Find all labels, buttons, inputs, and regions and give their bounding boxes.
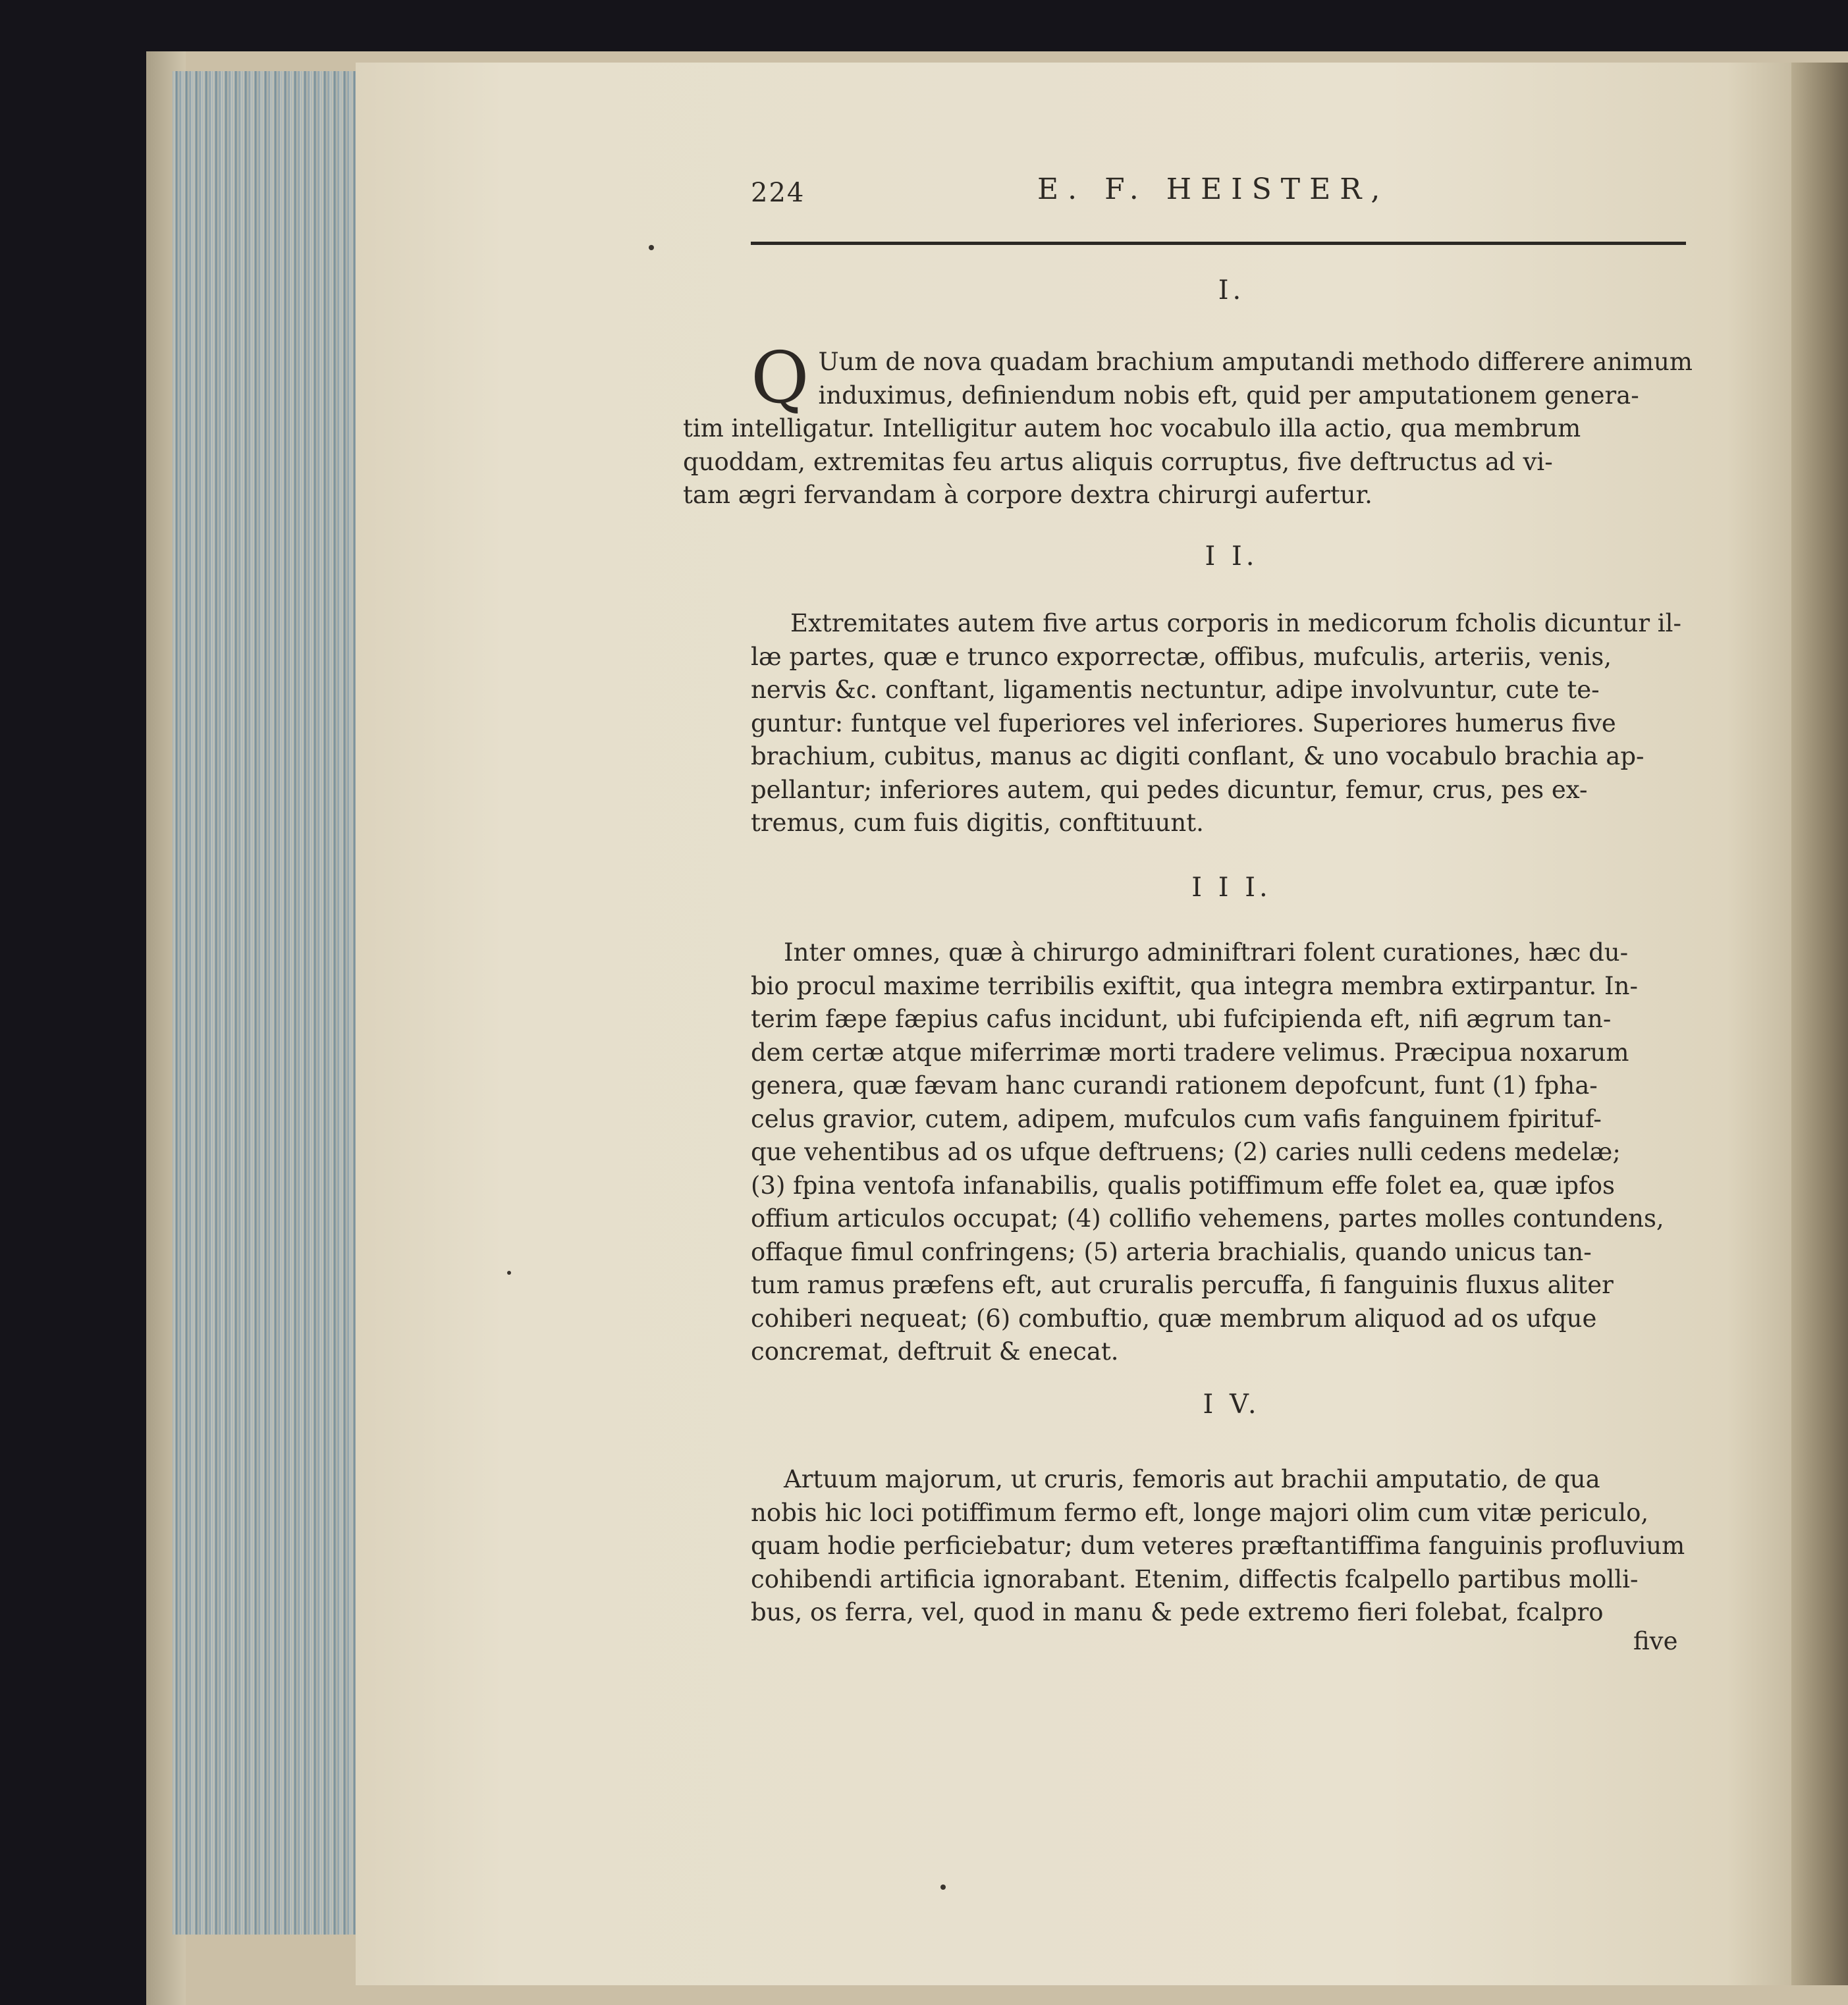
text-line: brachium, cubitus, manus ac digiti conflant, & uno vocabulo brachia ap-: [751, 742, 1644, 770]
text-line: Inter omnes, quæ à chirurgo adminiftrari folent curationes, hæc du-: [784, 938, 1629, 967]
text-line: genera, quæ fævam hanc curandi rationem depofcunt, funt (1) fpha-: [751, 1071, 1598, 1100]
text-line: tam ægri fervandam à corpore dextra chirurgi aufertur.: [683, 481, 1372, 509]
text-line: terim fæpe fæpius cafus incidunt, ubi fufcipienda eft, nifi ægrum tan-: [751, 1005, 1612, 1033]
text-line: bio procul maxime terribilis exiftit, qua integra membra extirpantur. In-: [751, 971, 1638, 1000]
section-4-text: [751, 1463, 1712, 1630]
text-line: Extremitates autem five artus corporis in medicorum fcholis dicuntur il-: [790, 609, 1681, 637]
text-line: dem certæ atque miferrimæ morti tradere velimus. Præcipua noxarum: [751, 1038, 1629, 1067]
text-line: offaque fimul confringens; (5) arteria brachialis, quando unicus tan-: [751, 1237, 1592, 1266]
text-line: Uum de nova quadam brachium amputandi methodo differere animum: [818, 348, 1693, 376]
section-2-text: [751, 607, 1712, 840]
text-line: concremat, deftruit & enecat.: [751, 1337, 1119, 1366]
text-line: (3) fpina ventofa infanabilis, qualis potiffimum effe folet ea, quæ ipfos: [751, 1171, 1616, 1200]
text-line: quoddam, extremitas feu artus aliquis corruptus, five deftructus ad vi-: [683, 447, 1553, 476]
text-line: cohibendi artificia ignorabant. Etenim, diffectis fcalpello partibus molli-: [751, 1564, 1639, 1593]
ink-speck: [940, 1885, 946, 1890]
text-line: Artuum majorum, ut cruris, femoris aut brachii amputatio, de qua: [784, 1465, 1600, 1493]
paragraph: [751, 936, 1712, 1369]
text-line: læ partes, quæ e trunco exporrectæ, offibus, mufculis, arteriis, venis,: [751, 642, 1612, 671]
section-number: I.: [1218, 275, 1245, 306]
running-head: [751, 173, 1541, 219]
ink-speck: [507, 1271, 511, 1275]
header-rule: [751, 242, 1686, 245]
text-line: guntur: funtque vel fuperiores vel inferiores. Superiores humerus five: [751, 708, 1616, 737]
text-line: tum ramus præfens eft, aut cruralis percuffa, fi fanguinis fluxus aliter: [751, 1271, 1614, 1299]
text-line: bus, os ferra, vel, quod in manu & pede extremo fieri folebat, fcalpro: [751, 1598, 1604, 1626]
text-line: quam hodie perficiebatur; dum veteres præftantiffima fanguinis profluvium: [751, 1532, 1685, 1560]
ink-speck: [649, 245, 654, 250]
catchword: five: [1633, 1627, 1678, 1655]
section-number: I I I.: [1191, 872, 1272, 903]
text-line: cohiberi nequeat; (6) combuftio, quæ membrum aliquod ad os ufque: [751, 1304, 1597, 1333]
paragraph: [751, 607, 1712, 840]
section-1-text: [683, 337, 1712, 512]
text-line: nervis &c. conftant, ligamentis nectuntur, adipe involvuntur, cute te-: [751, 676, 1600, 704]
text-line: nobis hic loci potiffimum fermo eft, longe majori olim cum vitæ periculo,: [751, 1498, 1649, 1527]
gutter-shadow: [1791, 63, 1848, 1985]
section-number: I V.: [1203, 1389, 1261, 1420]
text-line: pellantur; inferiores autem, qui pedes dicuntur, femur, crus, pes ex-: [751, 775, 1588, 804]
text-line: induximus, definiendum nobis eft, quid per amputationem genera-: [818, 381, 1639, 410]
section-3-text: [751, 936, 1712, 1369]
paragraph: [751, 1463, 1712, 1630]
text-line: tim intelligatur. Intelligitur autem hoc vocabulo illa actio, qua membrum: [683, 414, 1581, 442]
text-line: tremus, cum fuis digitis, conftituunt.: [751, 809, 1204, 837]
page-number: 224: [751, 178, 805, 208]
paragraph: [683, 337, 1712, 512]
text-line: que vehentibus ad os ufque deftruens; (2) caries nulli cedens medelæ;: [751, 1138, 1621, 1166]
text-line: offium articulos occupat; (4) collifio vehemens, partes molles contundens,: [751, 1204, 1664, 1233]
text-line: celus gravior, cutem, adipem, mufculos cum vafis fanguinem fpirituf-: [751, 1104, 1602, 1133]
section-number: I I.: [1205, 541, 1259, 572]
drop-cap: Q: [751, 337, 809, 419]
running-title: E. F. HEISTER,: [1037, 173, 1390, 206]
page-edges: [173, 71, 357, 1935]
